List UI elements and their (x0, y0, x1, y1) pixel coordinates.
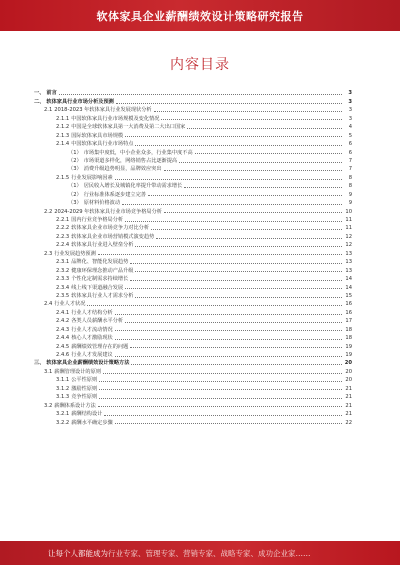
toc-entry[interactable] (34, 172, 352, 180)
toc-entry-page: 3 (348, 90, 352, 97)
toc-entry-page: 16 (345, 301, 352, 308)
toc-entry[interactable] (34, 248, 352, 256)
toc-entry[interactable] (34, 147, 352, 155)
toc-entry-title: 行业标准体系逐步建立完善 (83, 191, 146, 198)
toc-leader-dots (135, 270, 342, 272)
toc-leader-dots (98, 405, 342, 407)
toc-entry[interactable] (34, 274, 352, 282)
toc-entry[interactable] (34, 341, 352, 349)
toc-entry-number: 3.2 (44, 402, 53, 409)
toc-entry-page: 5 (348, 132, 352, 139)
toc-entry-number: 2.1.4 (56, 141, 70, 148)
toc-entry-number: 一、 (34, 90, 45, 97)
toc-entry-title: 国内行业竞争格局分析 (71, 217, 124, 223)
toc-entry-title: 中国软体家具行业市场特点 (71, 141, 134, 148)
toc-entry-number: 2.4.3 (56, 326, 70, 333)
toc-heading: 内容目录 (170, 57, 230, 73)
toc-entry-number: 2.4 (44, 301, 53, 308)
toc-entry-number: 3.1.3 (56, 394, 70, 401)
toc-entry[interactable] (34, 299, 352, 307)
toc-leader-dots (130, 262, 342, 264)
toc-entry-page: 16 (345, 309, 352, 316)
toc-entry-number: （1） (68, 149, 82, 156)
toc-entry[interactable] (34, 257, 352, 265)
toc-entry-number: （2） (68, 157, 82, 164)
toc-entry[interactable] (34, 409, 352, 417)
toc-entry-page: 11 (345, 225, 352, 232)
toc-entry-page: 21 (345, 385, 352, 392)
toc-entry-title: 中国是全球软体家具第一大消费及第二大出口国家 (71, 124, 186, 131)
toc-entry[interactable] (34, 231, 352, 239)
toc-entry-number: 3.1.2 (56, 385, 70, 392)
toc-leader-dots (130, 279, 342, 281)
toc-entry-title: 个性化定制需求持续增长 (71, 276, 129, 283)
report-header-banner (0, 0, 400, 31)
toc-leader-dots (115, 338, 342, 340)
toc-entry-page: 13 (345, 259, 352, 266)
toc-entry-number: 2.4.6 (56, 352, 70, 358)
toc-leader-dots (103, 372, 342, 374)
toc-entry-number: 2.3.2 (56, 267, 70, 274)
toc-entry[interactable] (34, 215, 352, 223)
toc-entry-page: 17 (345, 318, 352, 325)
report-title: 软体家具企业薪酬绩效设计策略研究报告 (96, 9, 304, 23)
toc-entry-number: 2.4.2 (56, 318, 70, 325)
toc-entry[interactable] (34, 383, 352, 391)
toc-entry-title: 前言 (46, 90, 57, 97)
toc-leader-dots (98, 253, 342, 255)
toc-entry-title: 软体家具企业市场竞争力对比分析 (71, 225, 150, 232)
toc-entry[interactable] (34, 265, 352, 273)
toc-entry-page: 9 (348, 200, 352, 207)
toc-leader-dots (115, 313, 342, 315)
toc-entry-title: 薪酬体系设计方法 (54, 402, 96, 409)
toc-entry-page: 8 (348, 183, 352, 190)
toc-entry-title: 软体家具企业薪酬绩效设计策略方法 (46, 360, 130, 367)
toc-entry-title: 消费升级趋势明显，品牌效应突出 (83, 166, 162, 173)
toc-entry-page: 13 (345, 267, 352, 274)
toc-entry-number: （1） (68, 183, 82, 190)
toc-leader-dots (161, 118, 342, 120)
toc-entry-title: 公平性原则 (71, 377, 98, 384)
toc-leader-dots (135, 245, 342, 247)
toc-entry-page: 19 (345, 343, 352, 350)
toc-entry-number: 三、 (34, 360, 45, 367)
toc-entry[interactable] (34, 164, 352, 172)
toc-entry-title: 软体家具行业人才需求分析 (71, 292, 134, 299)
toc-leader-dots (99, 397, 342, 399)
toc-leader-dots (116, 102, 342, 104)
toc-leader-dots (125, 321, 342, 323)
toc-leader-dots (59, 93, 342, 95)
toc-entry[interactable] (34, 324, 352, 332)
toc-entry[interactable] (34, 375, 352, 383)
toc-entry[interactable] (34, 122, 352, 130)
toc-leader-dots (115, 422, 342, 424)
toc-entry-number: 3.1 (44, 368, 53, 375)
toc-entry-title: 行业人才流动情况 (71, 326, 113, 333)
toc-entry-title: 薪酬管理设计的原则 (54, 368, 101, 375)
toc-entry-page: 12 (345, 233, 352, 240)
toc-entry[interactable] (34, 206, 352, 214)
toc-entry-number: 2.3 (44, 250, 53, 257)
toc-entry-number: 3.2.1 (56, 411, 70, 418)
toc-entry-title: 行业人才结构分析 (71, 309, 113, 316)
toc-leader-dots (115, 178, 342, 180)
toc-leader-dots (179, 161, 342, 163)
toc-leader-dots (125, 135, 342, 137)
toc-entry-page: 8 (348, 174, 352, 181)
toc-entry-number: 2.2.1 (56, 217, 70, 223)
toc-leader-dots (135, 144, 342, 146)
toc-entry-number: 2.2.4 (56, 242, 70, 249)
toc-entry-title: 软体家具行业市场分析及预测 (46, 98, 114, 105)
toc-entry-title: 2018-2023 年软体家具行业发展现状分析 (54, 107, 152, 114)
toc-entry-number: 3.2.2 (56, 419, 70, 426)
toc-entry-title: 薪酬绩效管理存在的问题 (71, 343, 129, 350)
toc-entry-number: 2.3.5 (56, 292, 70, 299)
toc-entry[interactable] (34, 366, 352, 374)
toc-entry-number: （3） (68, 166, 82, 173)
toc-entry-page: 6 (348, 149, 352, 156)
toc-leader-dots (156, 237, 342, 239)
toc-entry[interactable] (34, 198, 352, 206)
toc-entry-page: 3 (348, 115, 352, 122)
toc-leader-dots (115, 355, 342, 357)
toc-entry-page: 18 (345, 335, 352, 342)
toc-leader-dots (130, 346, 342, 348)
toc-leader-dots (99, 380, 342, 382)
toc-entry-title: 各类人员薪酬水平分析 (71, 318, 124, 325)
toc-entry-page: 18 (345, 326, 352, 333)
toc-entry-title: 软体家具行业进入壁垒分析 (71, 242, 134, 249)
toc-entry-number: 2.2 (44, 208, 53, 215)
toc-entry-page: 3 (348, 107, 352, 114)
toc-entry-page: 19 (345, 352, 352, 358)
toc-entry-title: 国际软体家具市场规模 (71, 132, 124, 139)
toc-entry-page: 9 (348, 191, 352, 198)
toc-entry-page: 14 (345, 284, 352, 291)
toc-leader-dots (195, 152, 342, 154)
toc-entry-number: 2.2.3 (56, 233, 70, 240)
toc-entry-page: 20 (344, 360, 352, 367)
toc-entry-title: 行业人才状况 (54, 301, 86, 308)
toc-entry-page: 12 (345, 242, 352, 249)
toc-entry-number: 2.1 (44, 107, 53, 114)
toc-entry[interactable] (34, 88, 352, 96)
toc-entry-title: 市场集中度低，中小企业众多，行业集中度不高 (83, 149, 193, 156)
toc-entry-number: 2.1.2 (56, 124, 70, 131)
toc-entry[interactable] (34, 400, 352, 408)
toc-entry-number: 2.1.3 (56, 132, 70, 139)
toc-entry-title: 中国软体家具行业市场规模及变化情况 (71, 115, 160, 122)
toc-entry-page: 4 (348, 124, 352, 131)
toc-entry-page: 11 (345, 217, 352, 223)
toc-entry-page: 20 (345, 368, 352, 375)
toc-entry[interactable] (34, 189, 352, 197)
toc-leader-dots (164, 169, 342, 171)
toc-entry-title: 激励性原则 (71, 385, 98, 392)
toc-entry-number: 2.4.4 (56, 335, 70, 342)
toc-entry-title: 薪酬结构设计 (71, 411, 103, 418)
toc-entry-number: 2.1.1 (56, 115, 70, 122)
toc-entry[interactable] (34, 96, 352, 104)
toc-entry-page: 13 (345, 250, 352, 257)
toc-entry[interactable] (34, 358, 352, 366)
toc-entry-number: 2.3.1 (56, 259, 70, 266)
toc-entry-number: （2） (68, 191, 82, 198)
footer-lead-text: 让每个人都能成为 (48, 548, 108, 558)
table-of-contents (34, 88, 352, 426)
toc-entry-number: 2.4.5 (56, 343, 70, 350)
toc-entry-title: 行业发展趋势预测 (54, 250, 96, 257)
toc-entry[interactable] (34, 240, 352, 248)
toc-entry-title: 居民收入增长及城镇化率提升带动需求增长 (83, 183, 183, 190)
toc-leader-dots (154, 110, 342, 112)
toc-entry[interactable] (34, 333, 352, 341)
toc-entry-page: 21 (345, 402, 352, 409)
toc-leader-dots (184, 186, 342, 188)
toc-entry-title: 原材料价格波动 (83, 200, 121, 207)
toc-entry-page: 21 (345, 411, 352, 418)
toc-entry-title: 核心人才激励现状 (71, 335, 113, 342)
toc-entry-title: 行业人才发展建议 (71, 352, 113, 358)
footer-roles-text: 行业专家、管理专家、营销专家、战略专家、成功企业家…… (108, 548, 311, 558)
toc-entry-number: 二、 (34, 98, 45, 105)
toc-leader-dots (151, 228, 342, 230)
toc-entry[interactable] (34, 113, 352, 121)
toc-leader-dots (131, 363, 342, 365)
toc-entry[interactable] (34, 316, 352, 324)
toc-entry-number: （3） (68, 200, 82, 207)
toc-entry[interactable] (34, 417, 352, 425)
toc-entry-number: 2.4.1 (56, 309, 70, 316)
toc-leader-dots (122, 203, 342, 205)
toc-entry-page: 21 (345, 394, 352, 401)
toc-entry-number: 2.2.2 (56, 225, 70, 232)
toc-entry-title: 市场渠道多样化，网络销售占比逐渐提高 (83, 157, 178, 164)
toc-leader-dots (115, 329, 342, 331)
toc-entry-title: 线上线下渠道融合发展 (71, 284, 124, 291)
toc-leader-dots (104, 414, 342, 416)
toc-entry[interactable] (34, 307, 352, 315)
toc-entry-page: 15 (345, 292, 352, 299)
toc-leader-dots (148, 194, 342, 196)
toc-leader-dots (125, 220, 342, 222)
footer-banner (0, 541, 400, 565)
toc-entry[interactable] (34, 223, 352, 231)
toc-entry-title: 健康环保理念推动产品升级 (71, 267, 134, 274)
toc-entry[interactable] (34, 181, 352, 189)
toc-entry-number: 3.1.1 (56, 377, 70, 384)
toc-entry[interactable] (34, 105, 352, 113)
toc-entry-page: 14 (345, 276, 352, 283)
toc-entry-title: 竞争性原则 (71, 394, 98, 401)
toc-entry-number: 2.3.4 (56, 284, 70, 291)
toc-entry[interactable] (34, 350, 352, 358)
toc-entry[interactable] (34, 130, 352, 138)
toc-entry-title: 品牌化、智能化发展趋势 (71, 259, 129, 266)
toc-entry-page: 7 (348, 166, 352, 173)
toc-leader-dots (125, 287, 342, 289)
toc-entry[interactable] (34, 282, 352, 290)
toc-entry-page: 7 (348, 157, 352, 164)
toc-entry-page: 20 (345, 377, 352, 384)
toc-entry-title: 行业发展影响因素 (71, 174, 113, 181)
toc-leader-dots (164, 211, 342, 213)
toc-entry-number: 2.1.5 (56, 174, 70, 181)
toc-entry-page: 10 (345, 208, 352, 215)
toc-entry-title: 软体家具企业市场营销模式演变趋势 (71, 233, 155, 240)
toc-entry-page: 22 (345, 419, 352, 426)
toc-entry-number: 2.3.3 (56, 276, 70, 283)
toc-entry-page: 6 (348, 141, 352, 148)
toc-leader-dots (187, 127, 342, 129)
toc-entry[interactable] (34, 291, 352, 299)
toc-entry[interactable] (34, 392, 352, 400)
toc-entry[interactable] (34, 139, 352, 147)
toc-leader-dots (135, 296, 342, 298)
toc-entry-title: 薪酬水平确定步骤 (71, 419, 113, 426)
toc-leader-dots (99, 388, 342, 390)
toc-entry-title: 2024-2029 年软体家具行业市场竞争格局分析 (54, 208, 162, 215)
toc-entry[interactable] (34, 156, 352, 164)
toc-leader-dots (87, 304, 342, 306)
toc-entry-page: 3 (348, 98, 352, 105)
